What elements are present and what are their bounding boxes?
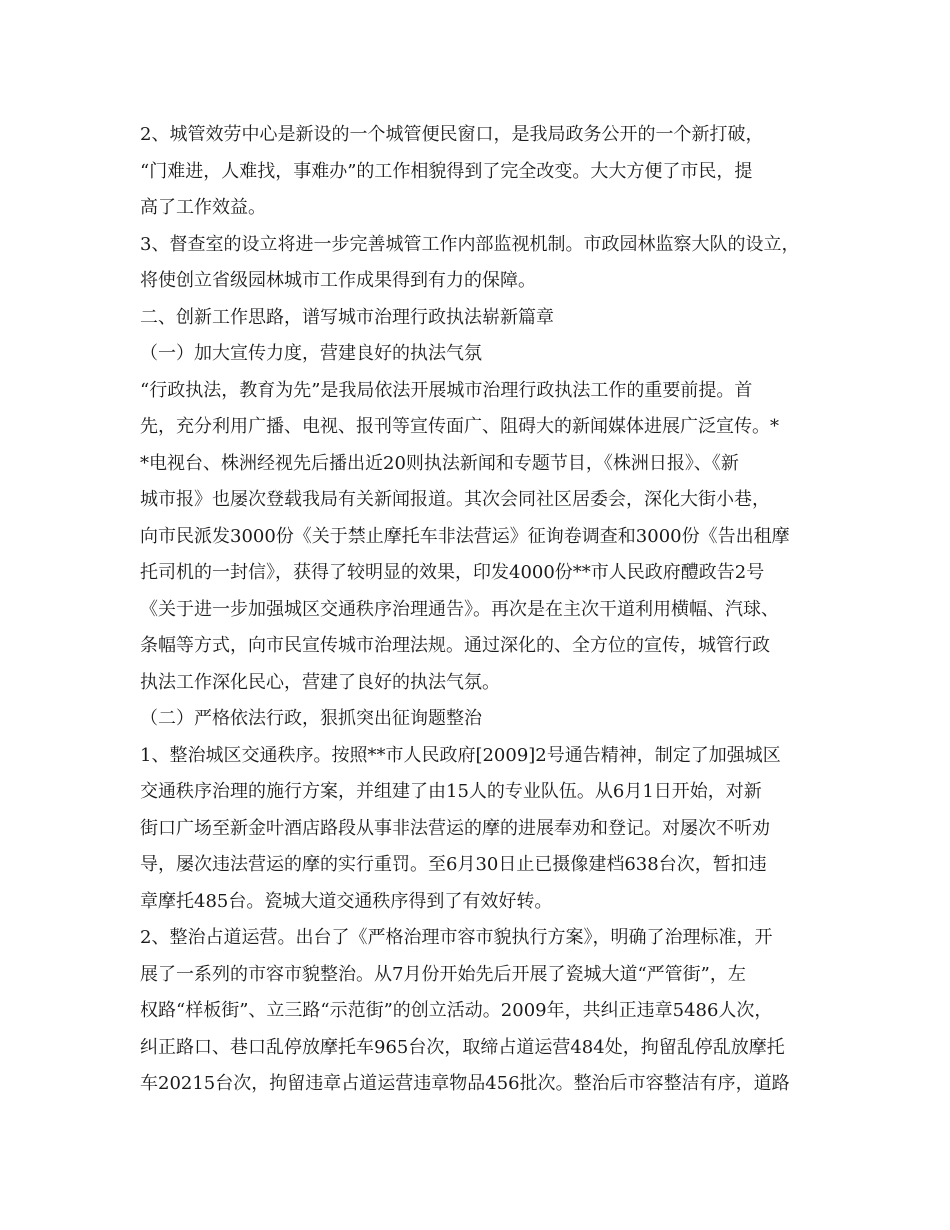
text-line: 权路“样板街”、立三路“示范街”的创立活动。2009年，共纠正违章5486人次， — [140, 1000, 773, 1021]
text-line: 高了工作效益。 — [140, 197, 266, 218]
text-line: 展了一系列的市容市貌整治。从7月份开始先后开展了瓷城大道“严管街”，左 — [140, 963, 746, 985]
text-line: *电视台、株洲经视先后播出近20则执法新闻和专题节目，《株洲日报》、《新 — [140, 452, 739, 474]
section-heading: 二、创新工作思路，谱写城市治理行政执法崭新篇章 — [140, 306, 554, 328]
text-line: 导，屡次违法营运的摩的实行重罚。至6月30日止已摄像建档638台次，暂扣违 — [140, 854, 767, 875]
text-line: 纠正路口、巷口乱停放摩托车965台次，取缔占道运营484处，拘留乱停乱放摩托 — [140, 1036, 785, 1058]
text-line: 章摩托485台。瓷城大道交通秩序得到了有效好转。 — [140, 890, 553, 912]
text-line: 2、整治占道运营。出台了《严格治理市容市貌执行方案》，明确了治理标准，开 — [140, 927, 773, 948]
text-line: 条幅等方式，向市民宣传城市治理法规。通过深化的、全方位的宣传，城管行政 — [140, 635, 770, 656]
document-text-body — [140, 117, 804, 1103]
text-line: 托司机的一封信》，获得了较明显的效果，印发4000份**市人民政府醴政告2号 — [140, 562, 765, 583]
text-line: 1、整治城区交通秩序。按照**市人民政府[2009]2号通告精神，制定了加强城区 — [140, 744, 781, 766]
text-line: 《关于进一步加强城区交通秩序治理通告》。再次是在主次干道利用横幅、汽球、 — [140, 598, 779, 620]
text-line: 城市报》也屡次登载我局有关新闻报道。其次会同社区居委会，深化大街小巷， — [140, 489, 770, 510]
text-line: 车20215台次，拘留违章占道运营违章物品456批次。整治后市容整洁有序，道路 — [140, 1073, 790, 1094]
subsection-heading: （一）加大宣传力度，营建良好的执法气氛 — [140, 343, 482, 364]
text-line: 向市民派发3000份《关于禁止摩托车非法营运》征询卷调查和3000份《告出租摩 — [140, 525, 790, 547]
text-line: 交通秩序治理的施行方案，并组建了由15人的专业队伍。从6月1日开始，对新 — [140, 781, 762, 802]
subsection-heading: （二）严格依法行政，狠抓突出征询题整治 — [140, 708, 482, 729]
text-line: 先，充分利用广播、电视、报刊等宣传面广、阻碍大的新闻媒体进展广泛宣传。* — [140, 416, 779, 437]
text-line: “行政执法，教育为先”是我局依法开展城市治理行政执法工作的重要前提。首 — [140, 379, 753, 401]
text-line: 3、督查室的设立将进一步完善城管工作内部监视机制。市政园林监察大队的设立， — [140, 233, 800, 255]
text-line: “门难进，人难找，事难办”的工作相貌得到了完全改变。大大方便了市民，提 — [140, 160, 753, 182]
text-line: 街口广场至新金叶酒店路段从事非法营运的摩的进展奉劝和登记。对屡次不听劝 — [140, 817, 770, 839]
text-line: 将使创立省级园林城市工作成果得到有力的保障。 — [140, 270, 536, 291]
text-line: 2、城管效劳中心是新设的一个城管便民窗口，是我局政务公开的一个新打破， — [140, 124, 764, 145]
text-line: 执法工作深化民心，营建了良好的执法气氛。 — [140, 671, 500, 693]
